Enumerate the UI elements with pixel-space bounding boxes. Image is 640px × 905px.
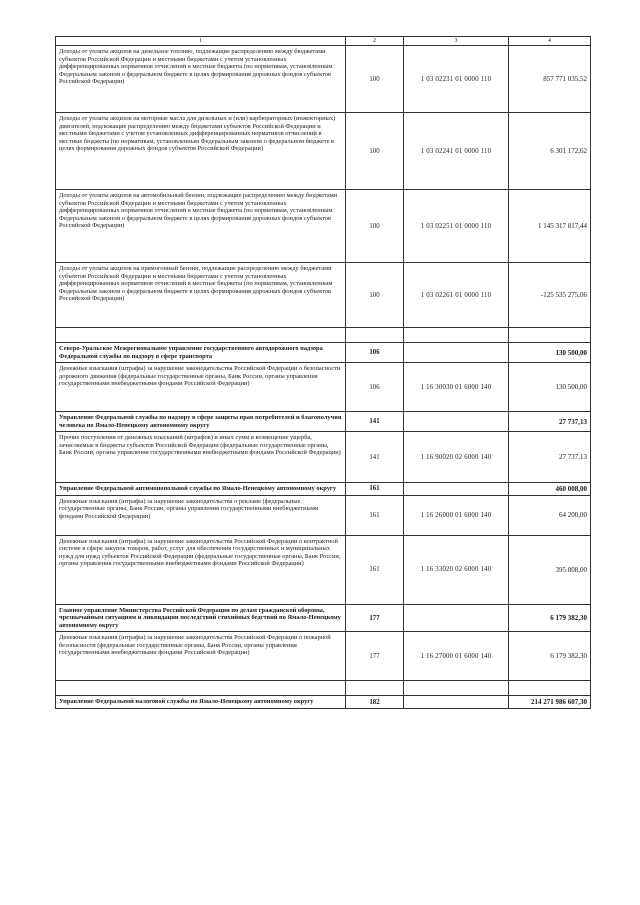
admin-code: 141 bbox=[346, 432, 404, 483]
admin-code: 100 bbox=[346, 263, 404, 328]
spacer-cell bbox=[509, 328, 591, 343]
budget-classification-code: 1 03 02241 01 0000 110 bbox=[404, 113, 509, 190]
revenue-row bbox=[56, 432, 591, 483]
revenue-name: Денежные взыскания (штрафы) за нарушение законодательства Российской Федерации о пожарной безопасности (федеральные государственные органы, Банк России, органы управления государственными внебюджетными фондами Российской Федерации) bbox=[56, 632, 346, 681]
admin-code: 106 bbox=[346, 363, 404, 412]
revenue-name: Управление Федеральной службы по надзору в сфере защиты прав потребителей и благополучия человека по Ямало-Ненецкому автономному округу bbox=[56, 412, 346, 432]
column-number-header bbox=[56, 37, 591, 46]
admin-code: 100 bbox=[346, 190, 404, 263]
admin-code: 161 bbox=[346, 483, 404, 496]
budget-classification-code: 1 16 90020 02 6000 140 bbox=[404, 432, 509, 483]
spacer-row bbox=[56, 328, 591, 343]
revenue-row bbox=[56, 113, 591, 190]
admin-code: 100 bbox=[346, 46, 404, 113]
amount: 6 179 382,30 bbox=[509, 632, 591, 681]
header-col-3: 3 bbox=[404, 37, 509, 46]
revenue-row bbox=[56, 535, 591, 604]
revenue-row bbox=[56, 632, 591, 681]
amount: 64 200,00 bbox=[509, 495, 591, 535]
agency-row bbox=[56, 696, 591, 709]
budget-classification-code: 1 16 33020 02 6000 140 bbox=[404, 535, 509, 604]
revenue-name: Доходы от уплаты акцизов на прямогонный бензин, подлежащие распределению между бюджетами субъектов Российской Федерации и местными бюджетами с учетом установленных дифференцированных нормативов отчислений в местные бюджеты (по нормативам, установленным Федеральным законом о федеральном бюджете в целях формирования дорожных фондов субъектов Российской Федерации) bbox=[56, 263, 346, 328]
budget-classification-code: 1 03 02251 01 0000 110 bbox=[404, 190, 509, 263]
amount: 214 271 986 607,30 bbox=[509, 696, 591, 709]
spacer-cell bbox=[56, 328, 346, 343]
revenue-row bbox=[56, 495, 591, 535]
revenue-name: Доходы от уплаты акцизов на дизельное топливо, подлежащие распределению между бюджетами субъектов Российской Федерации и местными бюджетами с учетом установленных дифференцированных нормативов отчислений в местные бюджеты (по нормативам, установленным Федеральным законом о федеральном бюджете в целях формирования дорожных фондов субъектов Российской Федерации) bbox=[56, 46, 346, 113]
revenue-name: Доходы от уплаты акцизов на автомобильный бензин, подлежащие распределению между бюджетами субъектов Российской Федерации и местными бюджетами с учетом установленных дифференцированных нормативов отчислений в местные бюджеты (по нормативам, установленным Федеральным законом о федеральном бюджете в целях формирования дорожных фондов субъектов Российской Федерации) bbox=[56, 190, 346, 263]
amount: 395 808,00 bbox=[509, 535, 591, 604]
spacer-cell bbox=[509, 681, 591, 696]
revenue-name: Управление Федеральной антимонопольной службы по Ямало-Ненецкому автономному округу bbox=[56, 483, 346, 496]
spacer-cell bbox=[404, 681, 509, 696]
amount: 27 737,13 bbox=[509, 432, 591, 483]
budget-classification-code: 1 16 30030 01 6000 140 bbox=[404, 363, 509, 412]
spacer-cell bbox=[346, 328, 404, 343]
header-col-2: 2 bbox=[346, 37, 404, 46]
budget-classification-code bbox=[404, 604, 509, 632]
amount: 130 500,00 bbox=[509, 363, 591, 412]
admin-code: 100 bbox=[346, 113, 404, 190]
budget-classification-code bbox=[404, 696, 509, 709]
amount: 460 008,00 bbox=[509, 483, 591, 496]
admin-code: 177 bbox=[346, 632, 404, 681]
admin-code: 141 bbox=[346, 412, 404, 432]
amount: -125 535 275,06 bbox=[509, 263, 591, 328]
amount: 857 771 035,52 bbox=[509, 46, 591, 113]
revenue-name: Денежные взыскания (штрафы) за нарушение законодательства Российской Федерации о контрактной системе в сфере закупок товаров, работ, услуг для обеспечения государственных и муниципальных нужд для нужд субъектов Российской Федерации (федеральные государственные органы, Банк России, органы управления государственными внебюджетными фондами Российской Федерации) bbox=[56, 535, 346, 604]
spacer-cell bbox=[346, 681, 404, 696]
revenue-name: Прочие поступления от денежных взысканий (штрафов) и иных сумм в возмещение ущерба, зачисляемые в бюджеты субъектов Российской Федерации (федеральные государственные органы, Банк России, органы управления государственными внебюджетными фондами Российской Федерации) bbox=[56, 432, 346, 483]
budget-classification-code: 1 03 02231 01 0000 110 bbox=[404, 46, 509, 113]
agency-row bbox=[56, 483, 591, 496]
spacer-cell bbox=[56, 681, 346, 696]
revenue-name: Доходы от уплаты акцизов на моторные масла для дизельных и (или) карбюраторных (инжекторных) двигателей, подлежащие распределению между бюджетами субъектов Российской Федерации и местными бюджетами с учетом установленных дифференцированных нормативов отчислений в местные бюджеты (по нормативам, установленным Федеральным законом о федеральном бюджете в целях формирования дорожных фондов субъектов Российской Федерации) bbox=[56, 113, 346, 190]
budget-classification-code: 1 16 26000 01 6000 140 bbox=[404, 495, 509, 535]
budget-classification-code bbox=[404, 483, 509, 496]
amount: 6 301 172,62 bbox=[509, 113, 591, 190]
budget-classification-code: 1 03 02261 01 0000 110 bbox=[404, 263, 509, 328]
budget-classification-code: 1 16 27000 01 6000 140 bbox=[404, 632, 509, 681]
admin-code: 182 bbox=[346, 696, 404, 709]
agency-row bbox=[56, 412, 591, 432]
amount: 130 500,00 bbox=[509, 343, 591, 363]
spacer-cell bbox=[404, 328, 509, 343]
admin-code: 161 bbox=[346, 535, 404, 604]
revenue-row bbox=[56, 263, 591, 328]
revenue-name: Денежные взыскания (штрафы) за нарушение законодательства Российской Федерации о безопасности дорожного движения (федеральные государственные органы, Банк России, органы управления государственными внебюджетными фондами Российской Федерации) bbox=[56, 363, 346, 412]
amount: 6 179 382,30 bbox=[509, 604, 591, 632]
revenue-row bbox=[56, 363, 591, 412]
header-col-4: 4 bbox=[509, 37, 591, 46]
budget-classification-code bbox=[404, 412, 509, 432]
revenue-name: Управление Федеральной налоговой службы по Ямало-Ненецкому автономному округу bbox=[56, 696, 346, 709]
revenue-row bbox=[56, 190, 591, 263]
header-col-1: 1 bbox=[56, 37, 346, 46]
amount: 27 737,13 bbox=[509, 412, 591, 432]
revenue-name: Главное управление Министерства Российской Федерации по делам гражданской обороны, чрезвычайным ситуациям и ликвидации последствий стихийных бедствий по Ямало-Ненецкому автономному округу bbox=[56, 604, 346, 632]
agency-row bbox=[56, 604, 591, 632]
spacer-row bbox=[56, 681, 591, 696]
admin-code: 177 bbox=[346, 604, 404, 632]
admin-code: 106 bbox=[346, 343, 404, 363]
admin-code: 161 bbox=[346, 495, 404, 535]
revenue-row bbox=[56, 46, 591, 113]
agency-row bbox=[56, 343, 591, 363]
amount: 1 145 317 817,44 bbox=[509, 190, 591, 263]
table-body bbox=[56, 46, 591, 709]
budget-revenue-table-page bbox=[55, 36, 590, 709]
revenue-name: Денежные взыскания (штрафы) за нарушение законодательства о рекламе (федеральные государственные органы, Банк России, органы управления государственными внебюджетными фондами Российской Федерации) bbox=[56, 495, 346, 535]
budget-classification-code bbox=[404, 343, 509, 363]
budget-revenue-table bbox=[55, 36, 591, 709]
revenue-name: Северо-Уральское Межрегиональное управление государственного автодорожного надзора Федеральной службы по надзору в сфере транспорта bbox=[56, 343, 346, 363]
